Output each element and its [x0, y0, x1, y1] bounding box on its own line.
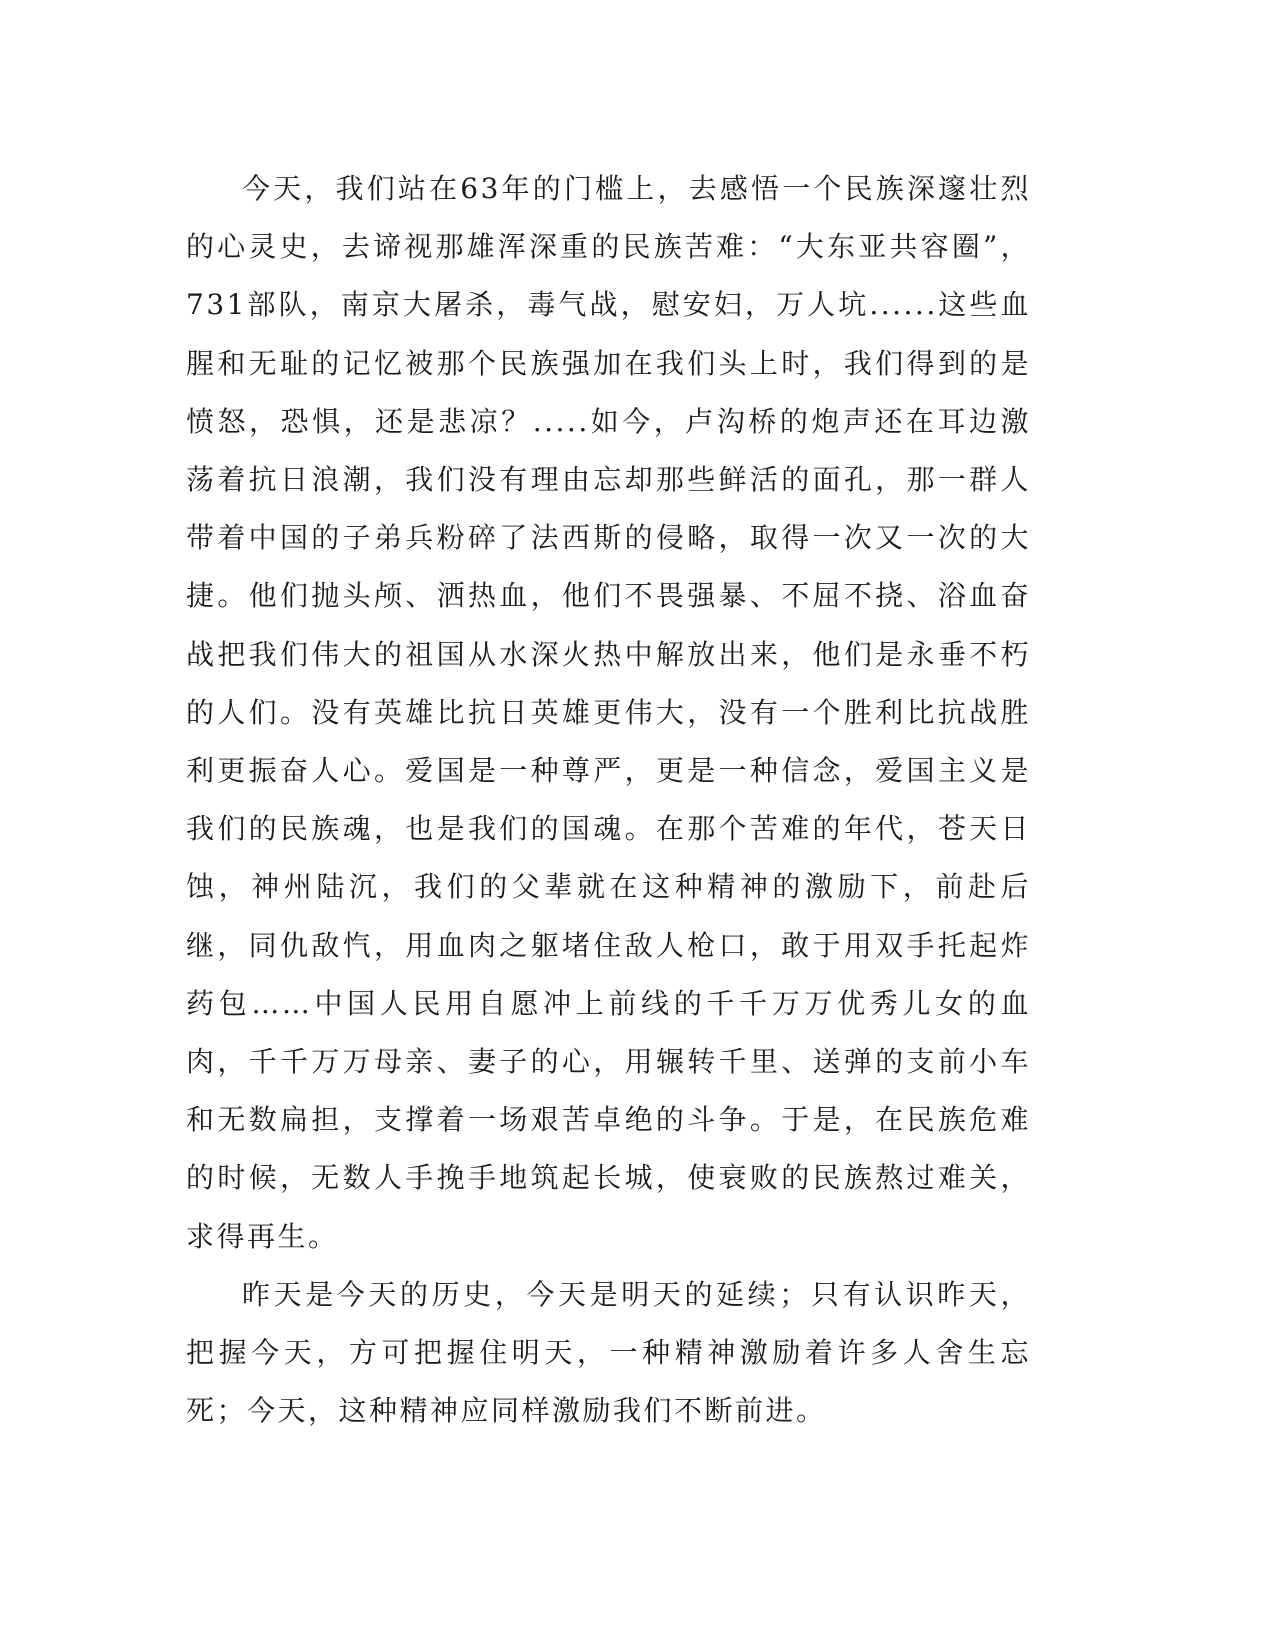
paragraph-1: 今天，我们站在63年的门槛上，去感悟一个民族深邃壮烈的心灵史，去谛视那雄浑深重的民族苦难：“大东亚共容圈”，731部队，南京大屠杀，毒气战，慰安妇，万人坑......这些血腥和无耻的记忆被那个民族强加在我们头上时，我们得到的是愤怒，恐惧，还是悲凉？.....如今，卢沟桥的炮声还在耳边激荡着抗日浪潮，我们没有理由忘却那些鲜活的面孔，那一群人带着中国的子弟兵粉碎了法西斯的侵略，取得一次又一次的大捷。他们抛头颅、洒热血，他们不畏强暴、不屈不挠、浴血奋战把我们伟大的祖国从水深火热中解放出来，他们是永垂不朽的人们。没有英雄比抗日英雄更伟大，没有一个胜利比抗战胜利更振奋人心。爱国是一种尊严，更是一种信念，爱国主义是我们的民族魂，也是我们的国魂。在那个苦难的年代，苍天日蚀，神州陆沉，我们的父辈就在这种精神的激励下，前赴后继，同仇敌忾，用血肉之躯堵住敌人枪口，敢于用双手托起炸药包……中国人民用自愿冲上前线的千千万万优秀儿女的血肉，千千万万母亲、妻子的心，用辗转千里、送弹的支前小车和无数扁担，支撑着一场艰苦卓绝的斗争。于是，在民族危难的时候，无数人手挽手地筑起长城，使衰败的民族熬过难关，求得再生。	[186, 172, 1031, 1253]
paragraph-2: 昨天是今天的历史，今天是明天的延续；只有认识昨天，把握今天，方可把握住明天，一种精神激励着许多人舍生忘死；今天，这种精神应同样激励我们不断前进。	[186, 1277, 1031, 1428]
document-body	[186, 160, 1031, 1440]
